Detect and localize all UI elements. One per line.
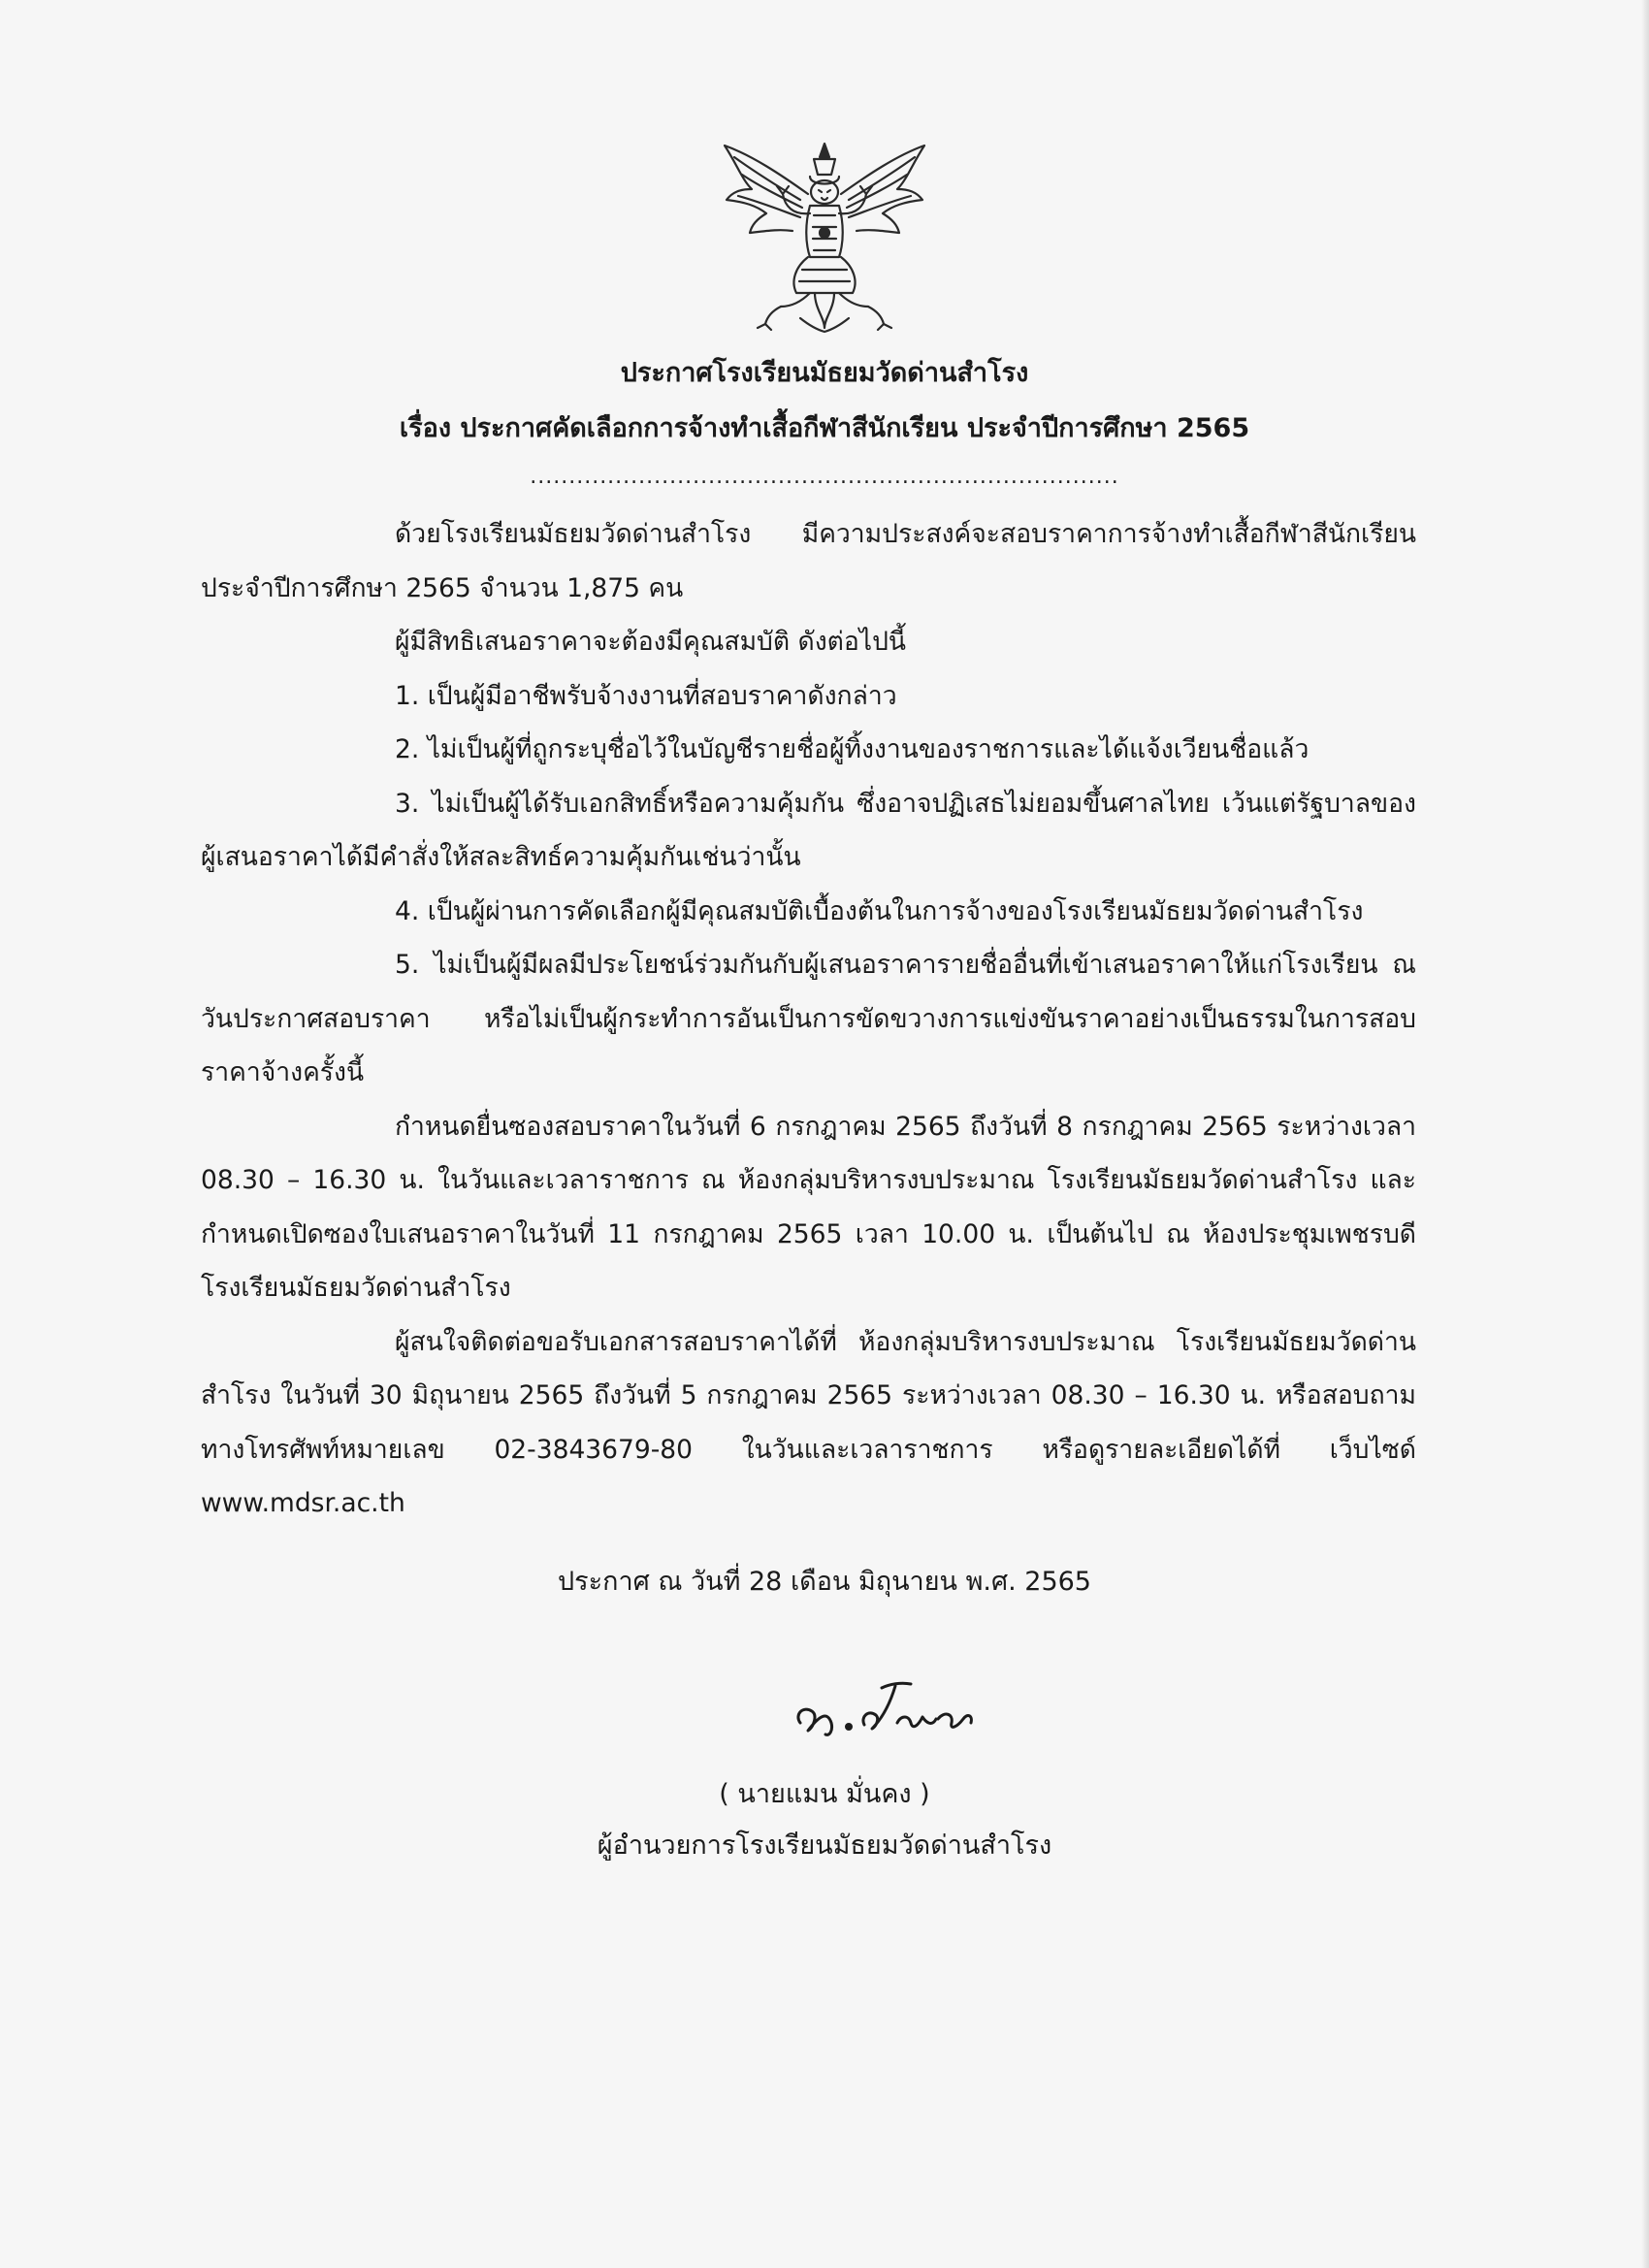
qualification-item: 3. ไม่เป็นผู้ได้รับเอกสิทธิ์หรือความคุ้มกัน ซึ่งอาจปฏิเสธไม่ยอมขึ้นศาลไทย เว้นแต่รัฐบาลของผู้เสนอราคาได้มีคำสั่งให้สละสิทธ์ความคุ้มกันเช่นว่านั้น: [201, 788, 1416, 872]
title-separator: ............................................................................: [530, 465, 1119, 489]
signer-title: ผู้อำนวยการโรงเรียนมัธยมวัดด่านสำโรง: [597, 1831, 1052, 1861]
qualification-item: 1. เป็นผู้มีอาชีพรับจ้างงานที่สอบราคาดังกล่าว: [395, 680, 897, 711]
announcement-title: ประกาศโรงเรียนมัธยมวัดด่านสำโรง: [620, 358, 1029, 388]
announcement-subject: เรื่อง ประกาศคัดเลือกการจ้างทำเสื้อกีฬาสีนักเรียน ประจำปีการศึกษา 2565: [399, 413, 1250, 443]
signer-name: ( นายแมน มั่นคง ): [719, 1779, 930, 1809]
scan-edge: [1641, 0, 1649, 2268]
handwritten-signature-icon: [781, 1667, 1004, 1754]
schedule-paragraph: กำหนดยื่นซองสอบราคาในวันที่ 6 กรกฎาคม 2565 ถึงวันที่ 8 กรกฎาคม 2565 ระหว่างเวลา 08.30 – 16.30 น. ในวันและเวลาราชการ ณ ห้องกลุ่มบริหารงบประมาณ โรงเรียนมัธยมวัดด่านสำโรง และกำหนดเปิดซองใบเสนอราคาในวันที่ 11 กรกฎาคม 2565 เวลา 10.00 น. เป็นต้นไป ณ ห้องประชุมเพชรบดี โรงเรียนมัธยมวัดด่านสำโรง: [201, 1111, 1416, 1303]
qualification-item: 2. ไม่เป็นผู้ที่ถูกระบุชื่อไว้ในบัญชีรายชื่อผู้ทิ้งงานของราชการและได้แจ้งเวียนชื่อแล้ว: [395, 734, 1310, 764]
intro-paragraph: ด้วยโรงเรียนมัธยมวัดด่านสำโรง มีความประสงค์จะสอบราคาการจ้างทำเสื้อกีฬาสีนักเรียน ประจำปีการศึกษา 2565 จำนวน 1,875 คน: [201, 519, 1416, 603]
qualification-item: 5. ไม่เป็นผู้มีผลมีประโยชน์ร่วมกันกับผู้เสนอราคารายชื่ออื่นที่เข้าเสนอราคาให้แก่โรงเรียน ณ วันประกาศสอบราคา หรือไม่เป็นผู้กระทำการอันเป็นการขัดขวางการแข่งขันราคาอย่างเป็นธรรมในการสอบราคาจ้างครั้งนี้: [201, 950, 1416, 1087]
qualification-item: 4. เป็นผู้ผ่านการคัดเลือกผู้มีคุณสมบัติเบื้องต้นในการจ้างของโรงเรียนมัธยมวัดด่านสำโรง: [395, 895, 1364, 926]
contact-paragraph: ผู้สนใจติดต่อขอรับเอกสารสอบราคาได้ที่ ห้องกลุ่มบริหารงบประมาณ โรงเรียนมัธยมวัดด่านสำโรง ในวันที่ 30 มิถุนายน 2565 ถึงวันที่ 5 กรกฎาคม 2565 ระหว่างเวลา 08.30 – 16.30 น. หรือสอบถามทางโทรศัพท์หมายเลข 02-3843679-80 ในวันและเวลาราชการ หรือดูรายละเอียดได้ที่ เว็บไซด์ www.mdsr.ac.th: [201, 1326, 1416, 1518]
announce-date: ประกาศ ณ วันที่ 28 เดือน มิถุนายน พ.ศ. 2565: [558, 1567, 1091, 1597]
announcement-body: [201, 507, 1416, 1531]
garuda-emblem-icon: [713, 136, 936, 335]
qualifications-heading: ผู้มีสิทธิเสนอราคาจะต้องมีคุณสมบัติ ดังต่อไปนี้: [395, 627, 907, 657]
